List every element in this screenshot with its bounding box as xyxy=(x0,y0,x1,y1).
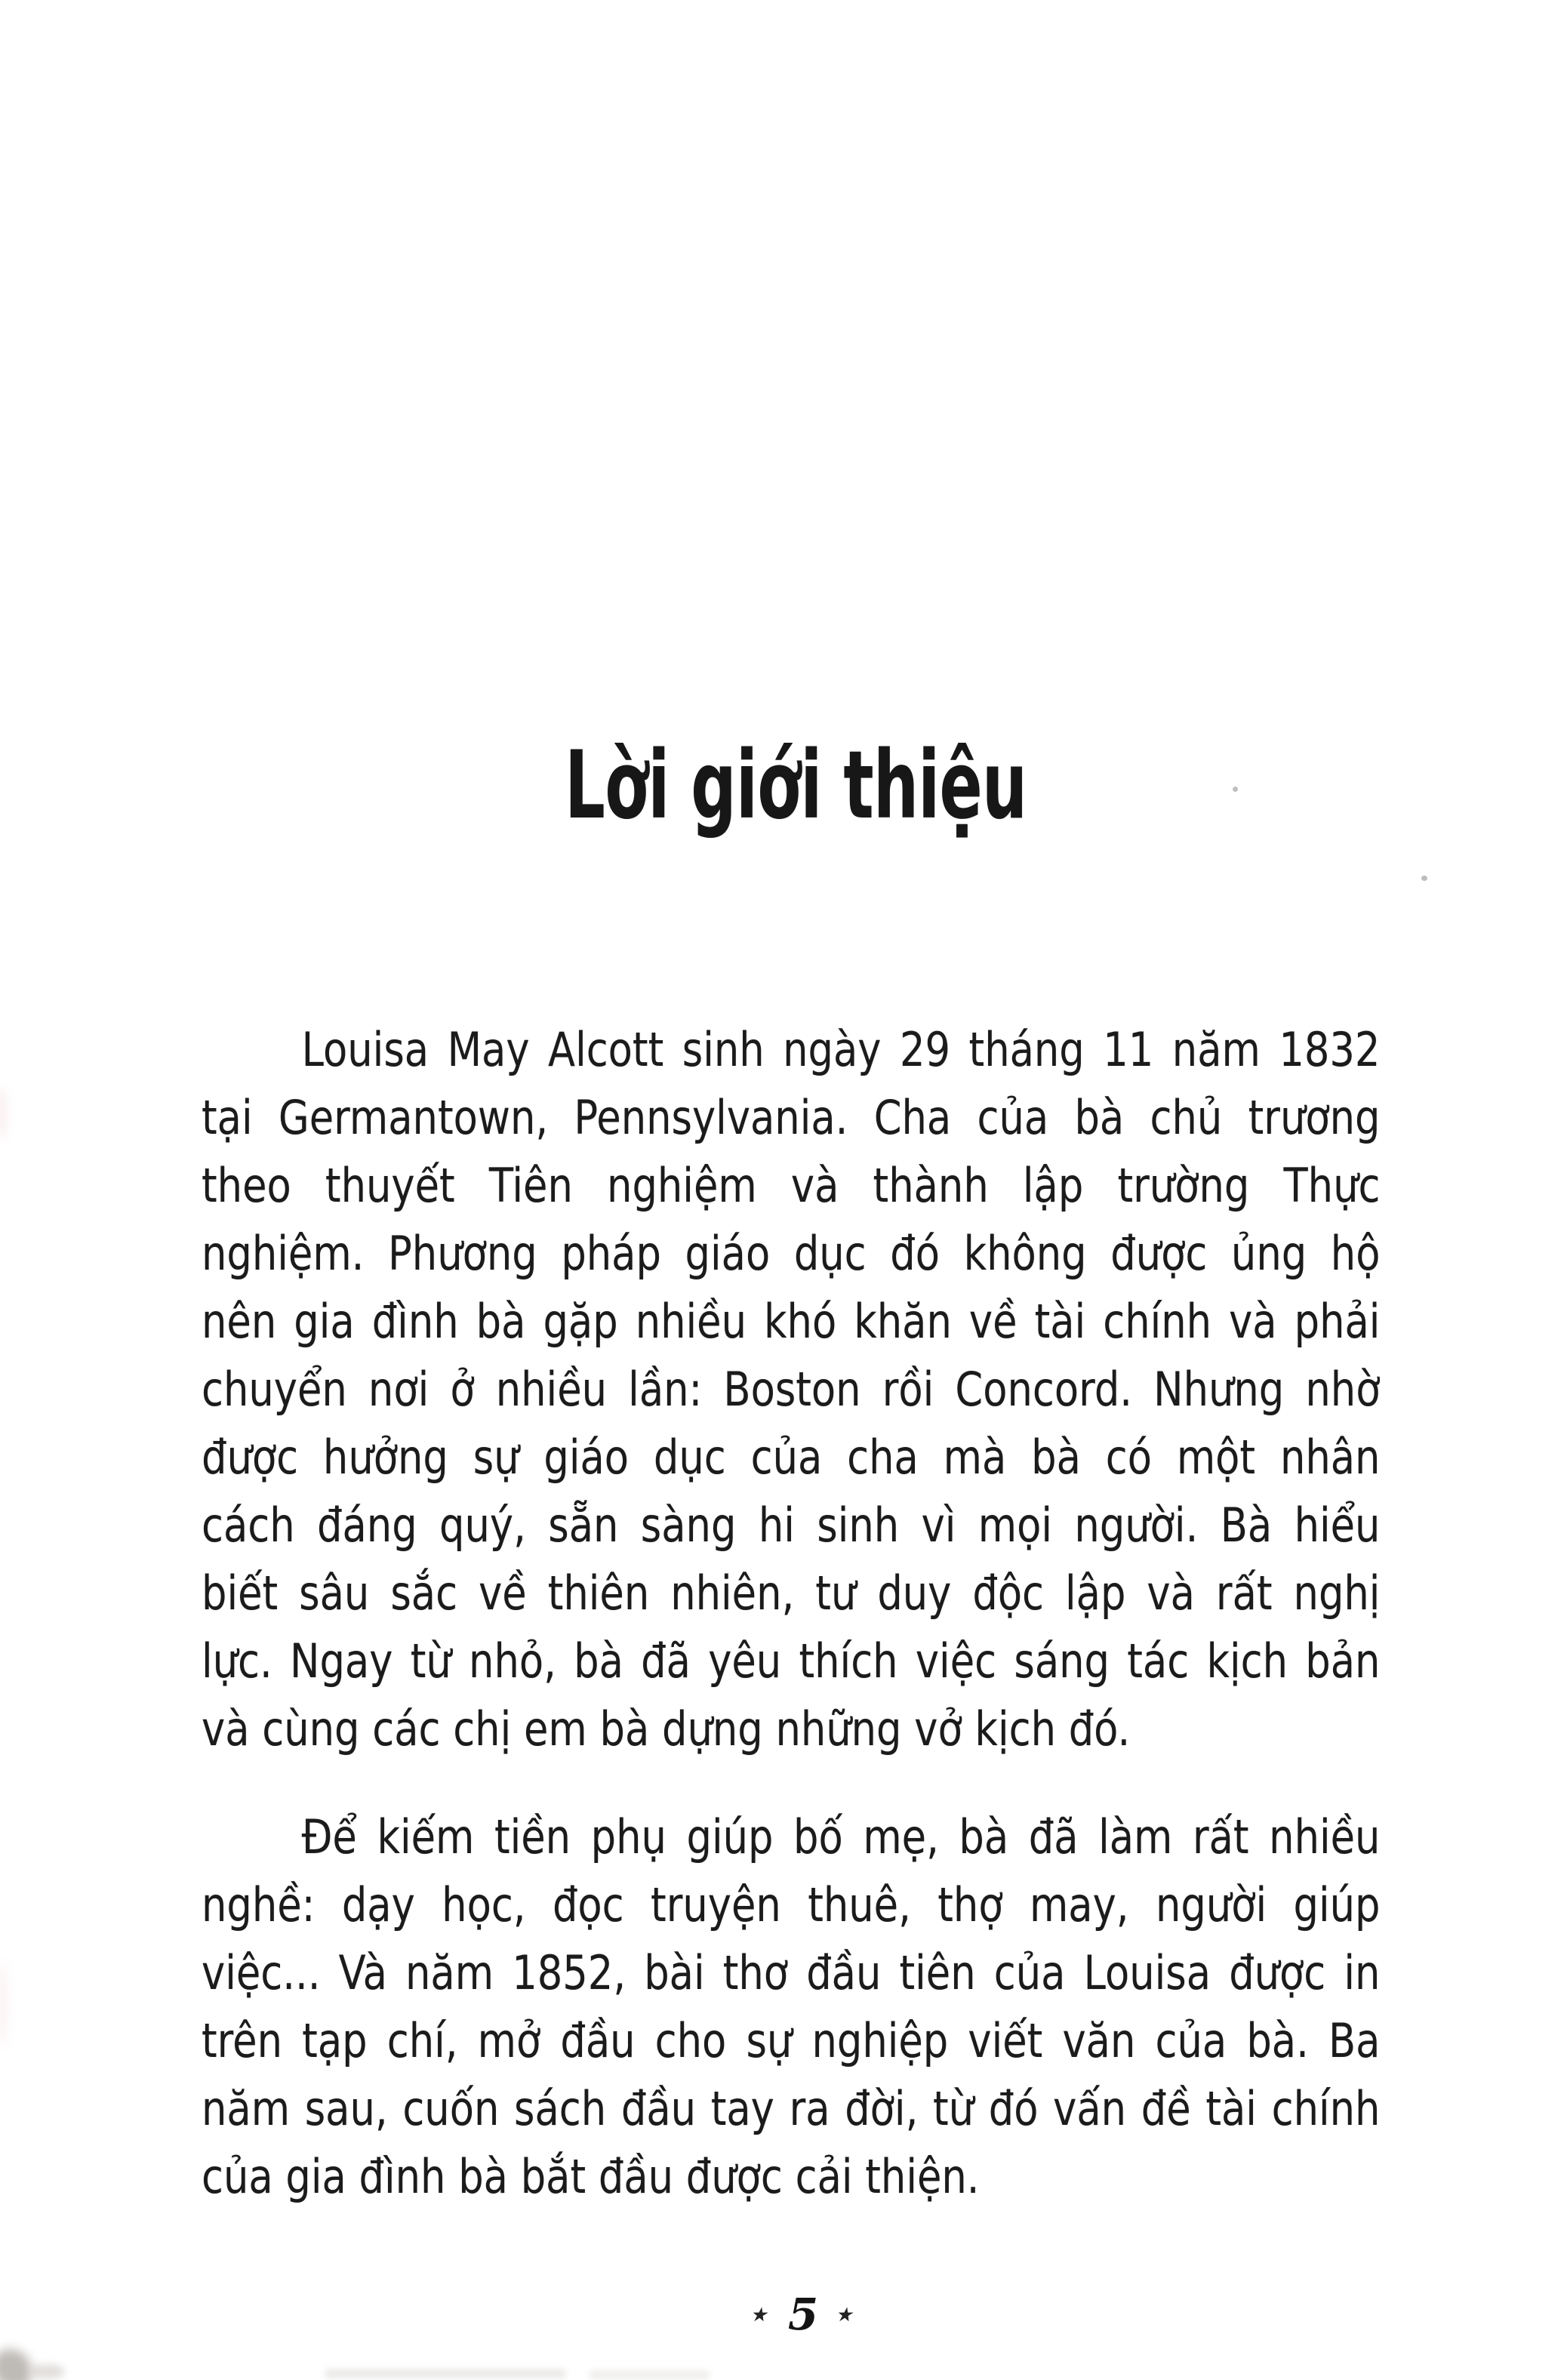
text-line: Louisa May Alcott sinh ngày 29 tháng 11 năm 1832 xyxy=(301,1022,1381,1077)
text-line: việc... Và năm 1852, bài thơ đầu tiên của Louisa được in xyxy=(202,1945,1381,2000)
text-line: năm sau, cuốn sách đầu tay ra đời, từ đó vấn đề tài chính xyxy=(202,2081,1381,2136)
text-line: nghiệm. Phương pháp giáo dục đó không được ủng hộ xyxy=(202,1226,1381,1281)
body-text xyxy=(202,1016,1380,2211)
page-number-group xyxy=(743,2287,864,2342)
text-line: cách đáng quý, sẵn sàng hi sinh vì mọi người. Bà hiểu xyxy=(202,1498,1381,1553)
text-line: theo thuyết Tiên nghiệm và thành lập trường Thực xyxy=(202,1158,1381,1213)
text-line: trên tạp chí, mở đầu cho sự nghiệp viết văn của bà. Ba xyxy=(202,2013,1381,2068)
scan-bleedthrough xyxy=(589,2370,710,2379)
scan-bleedthrough xyxy=(325,2369,566,2378)
page-number: 5 xyxy=(787,2289,819,2340)
scan-edge-mark xyxy=(0,1087,7,1140)
text-line: biết sâu sắc về thiên nhiên, tư duy độc lập và rất nghị xyxy=(202,1566,1381,1621)
footer xyxy=(0,2287,1567,2342)
text-line: nghề: dạy học, đọc truyện thuê, thợ may, người giúp xyxy=(202,1877,1381,1932)
text-line: của gia đình bà bắt đầu được cải thiện. xyxy=(202,2149,980,2204)
scan-speck xyxy=(1421,876,1427,881)
paragraph xyxy=(202,1016,1380,1763)
star-ornament-icon: ⋆ xyxy=(743,2292,778,2337)
paragraph xyxy=(202,1803,1380,2211)
text-line: được hưởng sự giáo dục của cha mà bà có một nhân xyxy=(202,1430,1381,1485)
scan-corner-smudge xyxy=(0,2349,32,2380)
page-title: Lời giới thiệu xyxy=(564,731,1027,840)
text-line: tại Germantown, Pennsylvania. Cha của bà chủ trương xyxy=(202,1090,1381,1145)
text-line: Để kiếm tiền phụ giúp bố mẹ, bà đã làm rất nhiều xyxy=(301,1809,1381,1864)
scan-edge-smudge xyxy=(29,2364,65,2379)
text-line: lực. Ngay từ nhỏ, bà đã yêu thích việc sáng tác kịch bản xyxy=(202,1633,1381,1689)
text-line: và cùng các chị em bà dựng những vở kịch đó. xyxy=(202,1701,1131,1757)
star-ornament-icon: ⋆ xyxy=(828,2292,864,2337)
text-line: nên gia đình bà gặp nhiều khó khăn về tài chính và phải xyxy=(202,1294,1381,1349)
title-row xyxy=(0,731,1567,840)
scan-edge-mark xyxy=(0,1963,7,2046)
text-line: chuyển nơi ở nhiều lần: Boston rồi Concord. Nhưng nhờ xyxy=(202,1362,1381,1417)
